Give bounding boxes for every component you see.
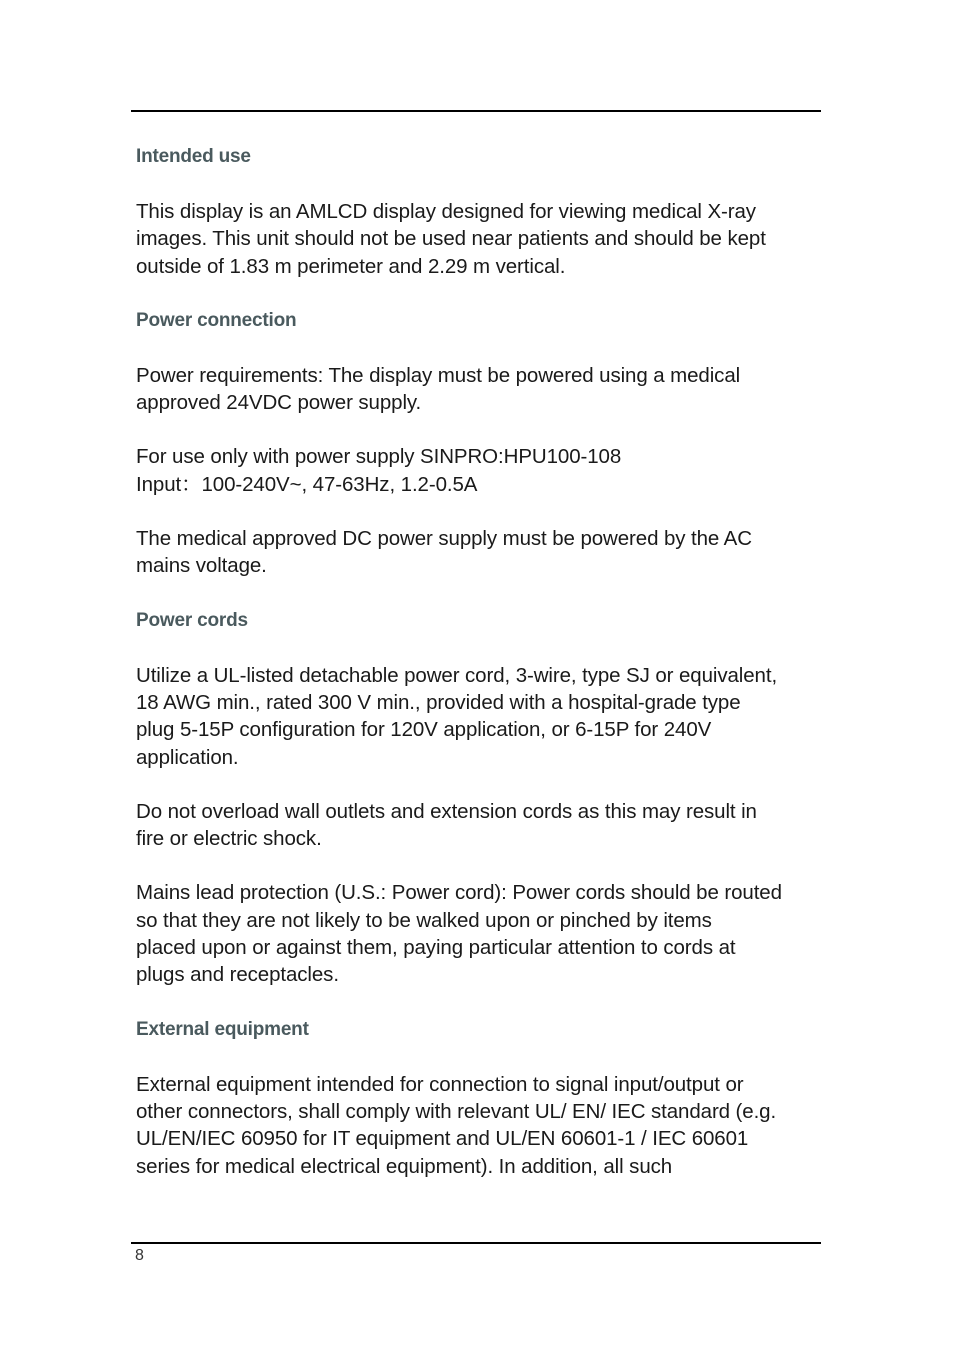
paragraph xyxy=(136,525,826,580)
text-line: approved 24VDC power supply. xyxy=(136,391,422,415)
text-line: so that they are not likely to be walked upon or pinched by items xyxy=(136,908,712,932)
paragraph xyxy=(136,662,826,771)
section-heading: Intended use xyxy=(136,146,251,167)
section-heading: Power connection xyxy=(136,309,297,331)
section-power-cords xyxy=(136,607,826,989)
text-line: Mains lead protection (U.S.: Power cord): Power cords should be routed xyxy=(136,881,782,905)
text-line: The medical approved DC power supply must be powered by the AC xyxy=(136,527,752,551)
page-content xyxy=(136,143,826,1207)
text-line: Do not overload wall outlets and extension cords as this may result in xyxy=(136,799,757,823)
text-line: Utilize a UL-listed detachable power cord, 3-wire, type SJ or equivalent, xyxy=(136,663,778,687)
paragraph xyxy=(136,798,826,853)
text-line: For use only with power supply SINPRO:HPU100-108 xyxy=(136,445,622,469)
header-rule xyxy=(131,110,821,112)
section-intended-use xyxy=(136,143,826,280)
page-number: 8 xyxy=(135,1247,144,1264)
text-line: plug 5-15P configuration for 120V application, or 6-15P for 240V xyxy=(136,718,712,742)
paragraph xyxy=(136,362,826,417)
paragraph xyxy=(136,443,826,498)
text-line: 18 AWG min., rated 300 V min., provided with a hospital-grade type xyxy=(136,690,741,714)
text-line: External equipment intended for connection to signal input/output or xyxy=(136,1072,744,1096)
text-line: placed upon or against them, paying particular attention to cords at xyxy=(136,936,736,960)
section-external-equipment xyxy=(136,1016,826,1180)
section-heading: External equipment xyxy=(136,1018,309,1040)
paragraph xyxy=(136,1071,826,1180)
text-line: UL/EN/IEC 60950 for IT equipment and UL/EN 60601-1 / IEC 60601 xyxy=(136,1127,749,1151)
text-line: fire or electric shock. xyxy=(136,827,322,851)
text-line: other connectors, shall comply with relevant UL/ EN/ IEC standard (e.g. xyxy=(136,1099,777,1123)
paragraph xyxy=(136,879,826,988)
text-line: plugs and receptacles. xyxy=(136,963,339,987)
text-line: mains voltage. xyxy=(136,554,267,578)
text-line: application. xyxy=(136,745,239,769)
text-line: series for medical electrical equipment). In addition, all such xyxy=(136,1154,673,1178)
section-heading: Power cords xyxy=(136,609,248,631)
section-power-connection xyxy=(136,307,826,580)
text-line: This display is an AMLCD display designed for viewing medical X-ray xyxy=(136,200,756,223)
text-line: outside of 1.83 m perimeter and 2.29 m vertical. xyxy=(136,254,566,278)
text-line: images. This unit should not be used near patients and should be kept xyxy=(136,227,766,251)
footer-rule xyxy=(131,1242,821,1244)
paragraph xyxy=(136,198,826,280)
text-line: Power requirements: The display must be powered using a medical xyxy=(136,363,741,387)
text-line: Input：100-240V~, 47-63Hz, 1.2-0.5A xyxy=(136,472,478,496)
